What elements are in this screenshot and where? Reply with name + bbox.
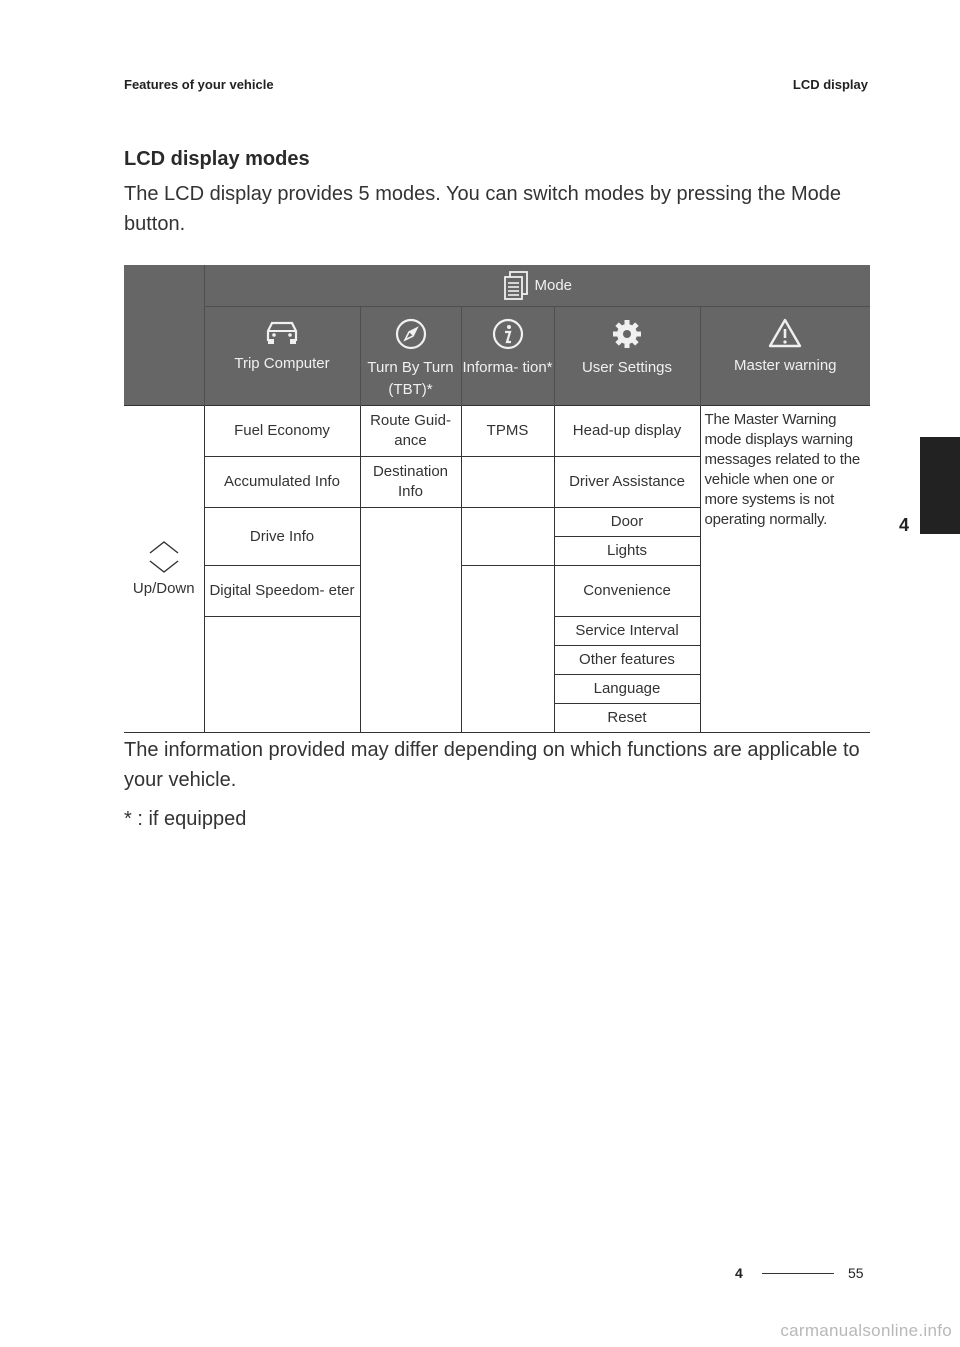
footer-page-number: 55 <box>848 1265 864 1281</box>
table-cell: Destination Info <box>360 457 461 508</box>
info-icon <box>491 317 525 351</box>
table-cell-empty <box>461 566 554 733</box>
column-label: Informa- tion* <box>462 359 553 376</box>
table-cell-empty <box>461 457 554 508</box>
table-cell: Language <box>554 675 700 704</box>
column-master-warning <box>700 307 870 406</box>
table-corner-cell <box>124 265 204 406</box>
column-label: Turn By Turn (TBT)* <box>367 359 454 398</box>
column-information <box>461 307 554 406</box>
table-cell: Reset <box>554 704 700 733</box>
compass-icon <box>394 317 428 351</box>
chapter-side-tab <box>920 437 960 534</box>
watermark: carmanualsonline.info <box>780 1321 952 1340</box>
running-header-section: Features of your vehicle <box>124 77 274 92</box>
table-cell: TPMS <box>461 406 554 457</box>
footer-divider <box>762 1273 834 1274</box>
table-cell: Lights <box>554 537 700 566</box>
column-user-settings <box>554 307 700 406</box>
column-trip-computer <box>204 307 360 406</box>
column-label: User Settings <box>581 359 673 376</box>
column-label: Trip Computer <box>234 355 330 372</box>
mode-button-icon <box>503 271 529 301</box>
table-cell-empty <box>461 508 554 566</box>
table-cell: Other features <box>554 646 700 675</box>
table-cell: Route Guid- ance <box>360 406 461 457</box>
warning-triangle-icon <box>767 317 803 349</box>
up-down-label: Up/Down <box>132 580 195 597</box>
table-cell: Drive Info <box>204 508 360 566</box>
master-warning-description: The Master Warning mode displays warning messages related to the vehicle when one or more systems is not operating normally. <box>700 406 870 733</box>
footnote: * : if equipped <box>124 808 247 830</box>
car-icon <box>262 317 302 347</box>
section-title: LCD display modes <box>124 148 310 170</box>
mode-label: Mode <box>534 277 573 294</box>
footer-chapter: 4 <box>735 1265 743 1281</box>
up-down-chevron-icon <box>146 539 182 575</box>
gear-icon <box>610 317 644 351</box>
table-cell: Accumulated Info <box>204 457 360 508</box>
running-header-topic: LCD display <box>792 77 868 92</box>
table-cell-empty <box>204 617 360 733</box>
note-paragraph: The information provided may differ depending on which functions are applicable to your vehicle. <box>124 739 860 791</box>
column-turn-by-turn <box>360 307 461 406</box>
chapter-side-number: 4 <box>899 515 910 535</box>
table-cell: Door <box>554 508 700 537</box>
column-label: Master warning <box>733 357 837 374</box>
table-cell: Digital Speedom- eter <box>204 566 360 617</box>
table-cell: Fuel Economy <box>204 406 360 457</box>
table-cell: Convenience <box>554 566 700 617</box>
table-cell-empty <box>360 508 461 733</box>
intro-paragraph: The LCD display provides 5 modes. You can switch modes by pressing the Mode button. <box>124 183 842 235</box>
table-cell: Driver Assistance <box>554 457 700 508</box>
mode-header <box>204 265 870 307</box>
table-cell: Head-up display <box>554 406 700 457</box>
up-down-cell <box>124 406 204 733</box>
lcd-modes-table <box>124 265 870 733</box>
table-cell: Service Interval <box>554 617 700 646</box>
